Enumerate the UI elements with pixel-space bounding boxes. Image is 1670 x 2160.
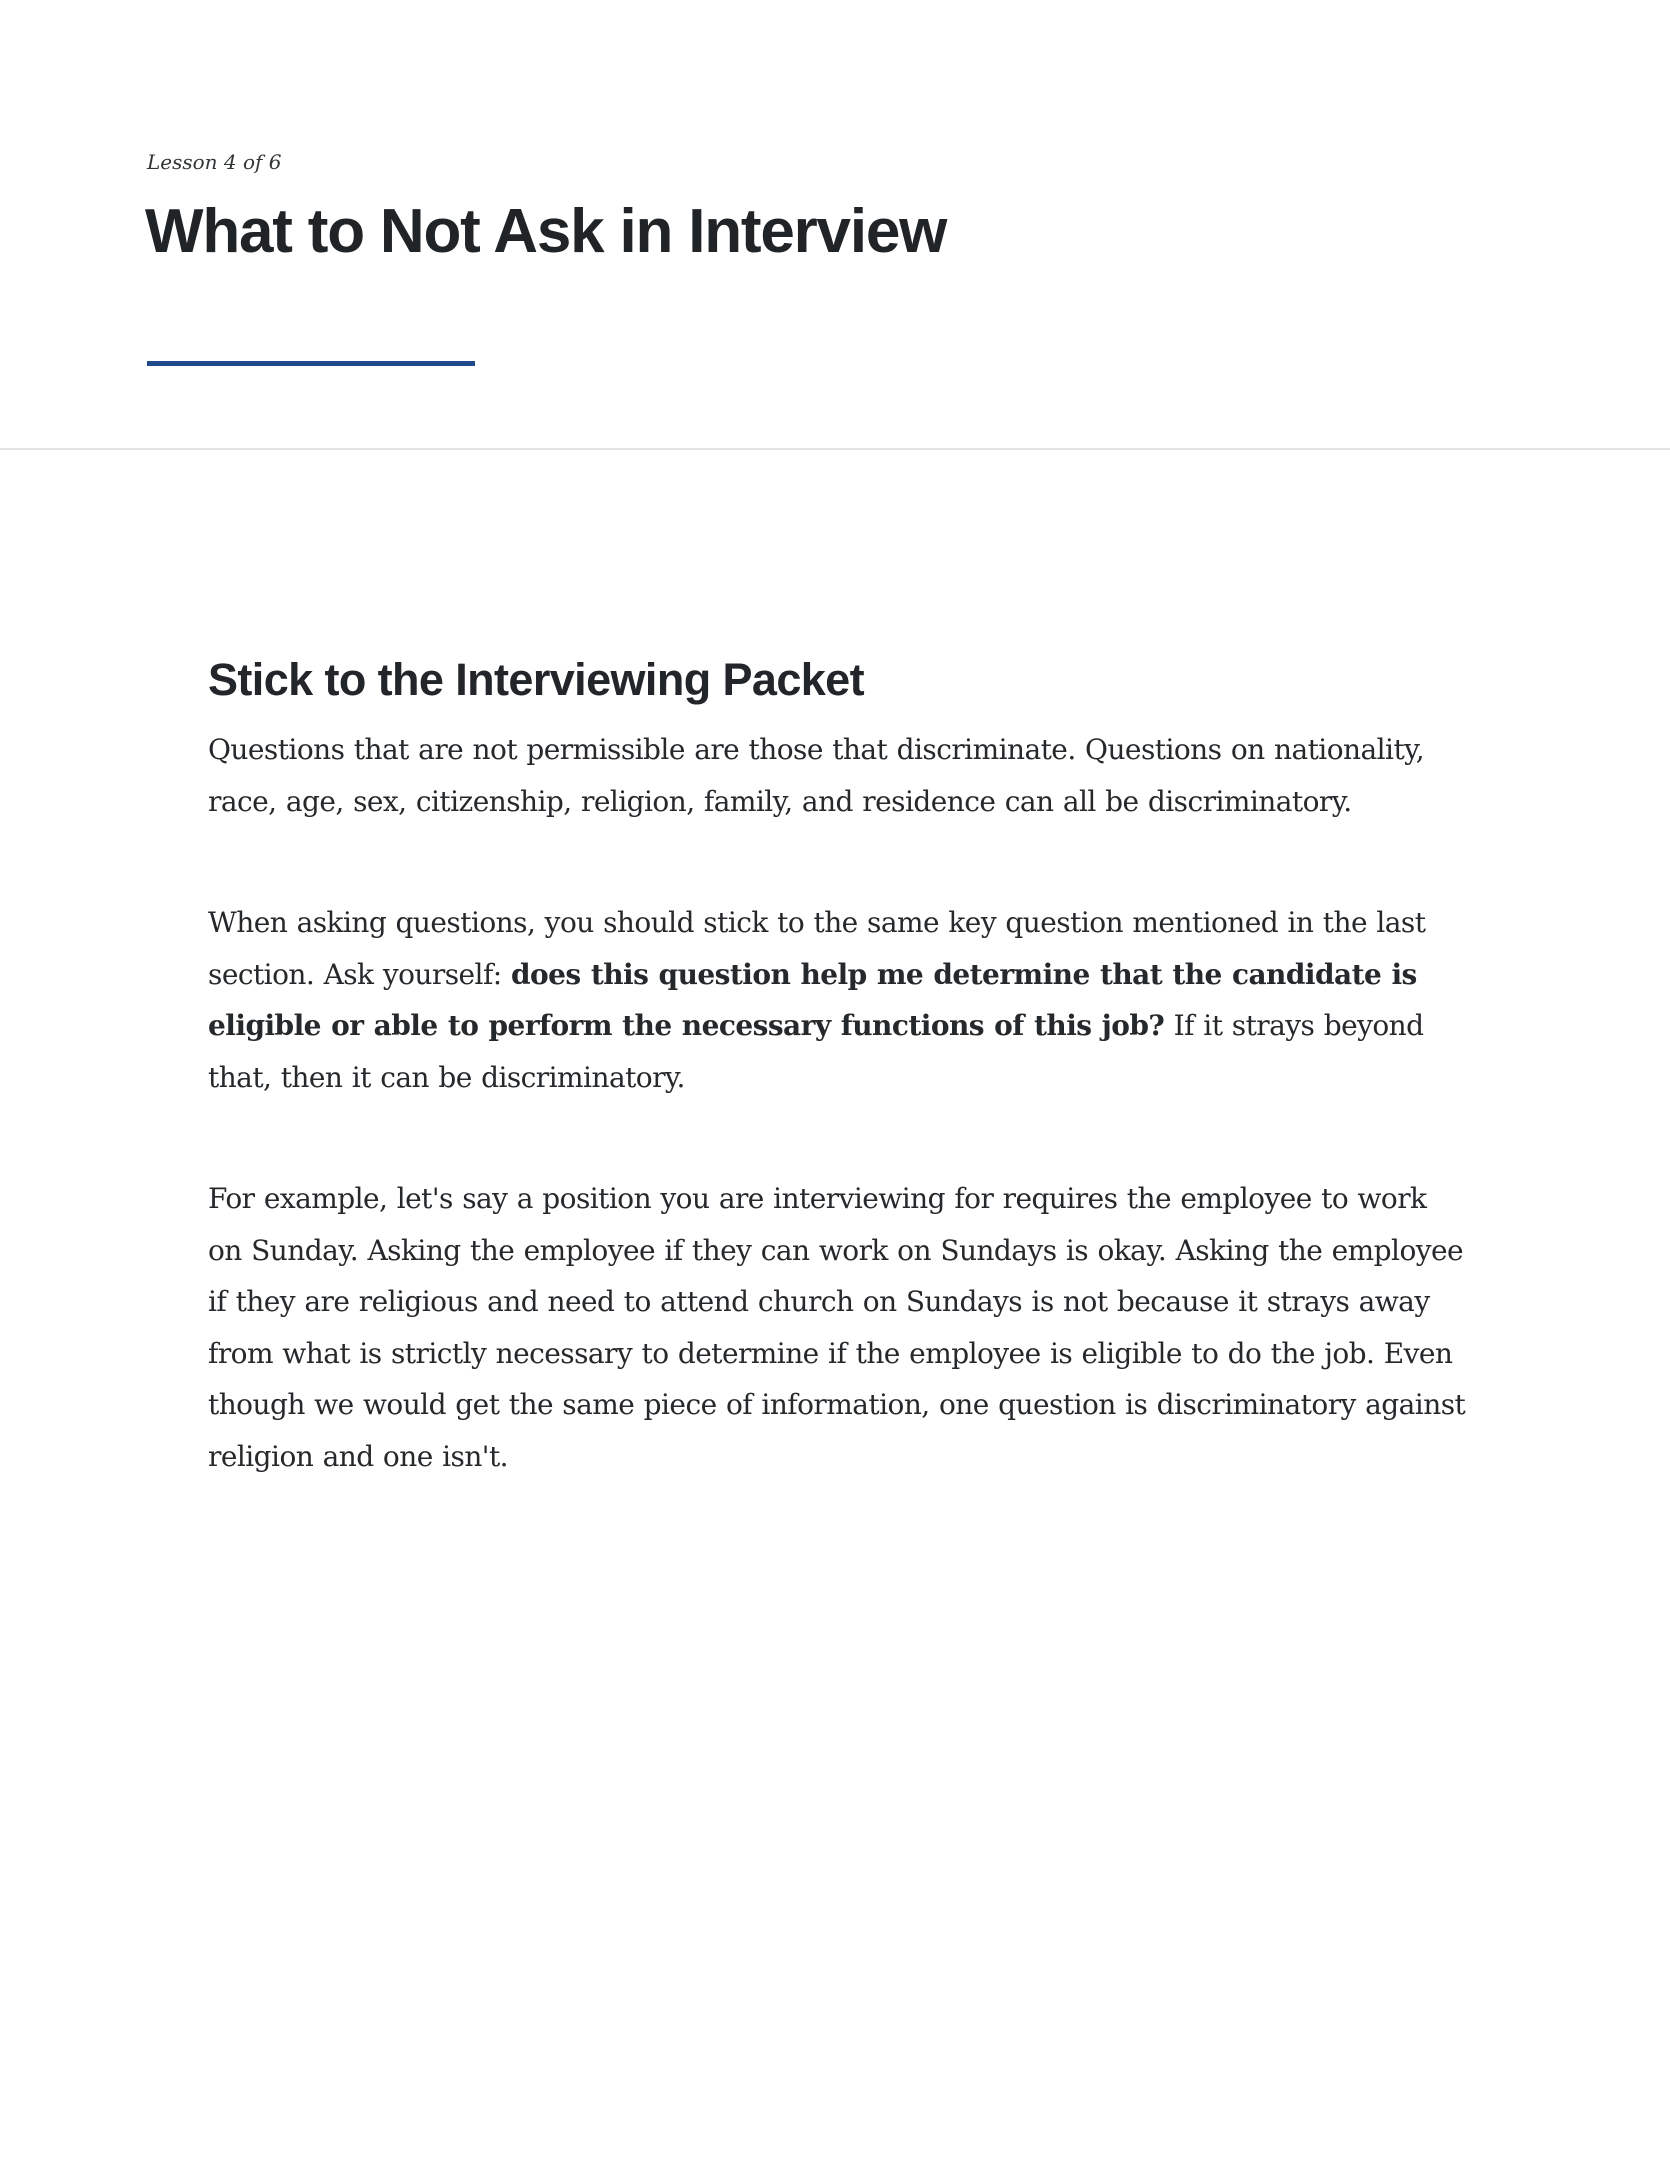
- lesson-title: What to Not Ask in Interview: [145, 197, 947, 266]
- key-question-emphasis: does this question help me determine that the candidate is eligible or able to perform the necessary functions of this job?: [208, 957, 1417, 1042]
- paragraph-key-question: [208, 897, 1468, 1103]
- paragraph-discrimination-intro: Questions that are not permissible are those that discriminate. Questions on nationality, race, age, sex, citizenship, religion, family, and residence can all be discriminatory.: [208, 733, 1425, 818]
- paragraph-example: For example, let's say a position you are interviewing for requires the employee to work on Sunday. Asking the employee if they can work on Sundays is okay. Asking the employee if they are religious and need to attend church on Sundays is not because it strays away from what is strictly necessary to determine if the employee is eligible to do the job. Even though we would get the same piece of information, one question is discriminatory against religion and one isn't.: [208, 1182, 1466, 1473]
- lesson-header: [0, 0, 1670, 450]
- lesson-counter: Lesson 4 of 6: [147, 150, 282, 174]
- lesson-content: [208, 650, 1468, 1552]
- section-heading: Stick to the Interviewing Packet: [208, 654, 864, 705]
- title-underline: [147, 361, 475, 366]
- paragraph-text: If it strays beyond that, then it can be discriminatory.: [208, 1009, 1424, 1094]
- paragraph-text: When asking questions, you should stick to the same key question mentioned in the last section. Ask yourself:: [208, 906, 1426, 991]
